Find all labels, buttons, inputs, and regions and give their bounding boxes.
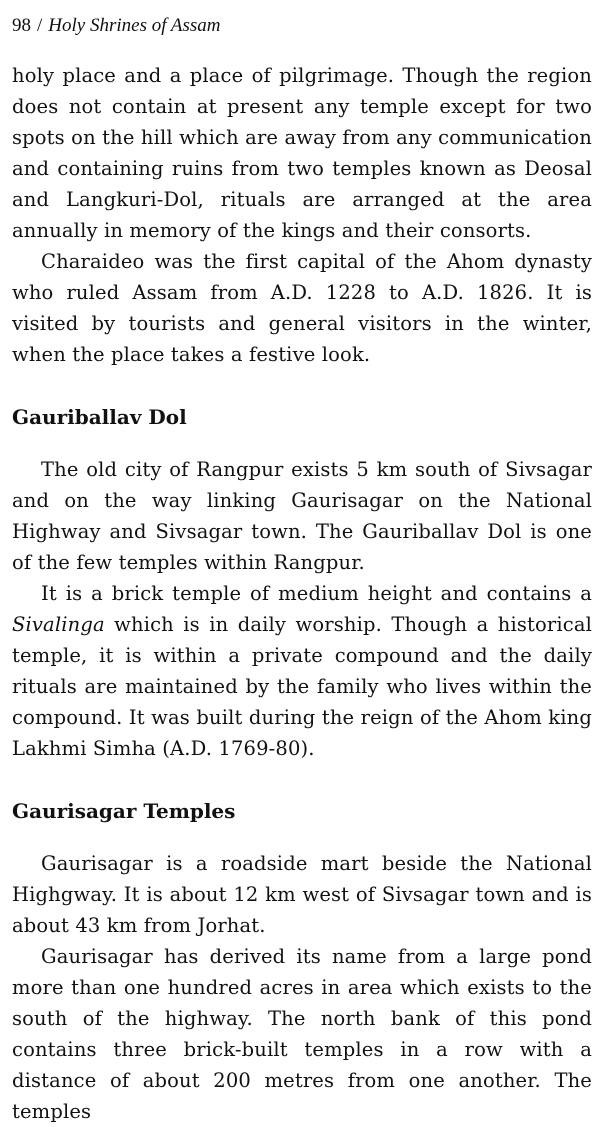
paragraph-brick-temple — [12, 578, 592, 764]
running-head — [12, 14, 592, 38]
paragraph-continuation: holy place and a place of pilgrimage. Though the region does not contain at present any temple except for two spots on the hill which are away from any communication and containing ruins from two temples known as Deosal and Langkuri-Dol, rituals are arranged at the area annually in memory of the kings and their consorts. — [12, 64, 592, 242]
text-run: which is in daily worship. Though a historical temple, it is within a private compound and the daily rituals are maintained by the family who lives within the compound. It was built during the reign of the Ahom king Lakhmi Simha (A.D. 1769-80). — [12, 613, 592, 760]
paragraph-pond: Gaurisagar has derived its name from a large pond more than one hundred acres in area which exists to the south of the highway. The north bank of this pond contains three brick-built temples in a row with a distance of about 200 metres from one another. The temples — [12, 945, 592, 1123]
text-run: It is a brick temple of medium height and contains a — [41, 582, 592, 605]
section-heading-gaurisagar-temples: Gaurisagar Temples — [12, 799, 236, 823]
paragraph-rangpur: The old city of Rangpur exists 5 km south of Sivsagar and on the way linking Gaurisagar on the National Highway and Sivsagar town. The Gauriballav Dol is one of the few temples within Rangpur. — [12, 458, 592, 574]
paragraph-roadside-mart: Gaurisagar is a roadside mart beside the National Highgway. It is about 12 km west of Sivsagar town and is about 43 km from Jorhat. — [12, 852, 592, 937]
header-separator: / — [37, 15, 43, 36]
italic-term-sivalinga: Sivalinga — [12, 613, 105, 636]
section-heading-gauriballav-dol: Gauriballav Dol — [12, 405, 187, 429]
book-title: Holy Shrines of Assam — [48, 15, 221, 36]
paragraph-charaideo: Charaideo was the first capital of the Ahom dynasty who ruled Assam from A.D. 1228 to A.D. 1826. It is visited by tourists and general visitors in the winter, when the place takes a festive look. — [12, 250, 592, 366]
page-number: 98 — [12, 15, 31, 36]
book-page — [12, 14, 592, 1127]
